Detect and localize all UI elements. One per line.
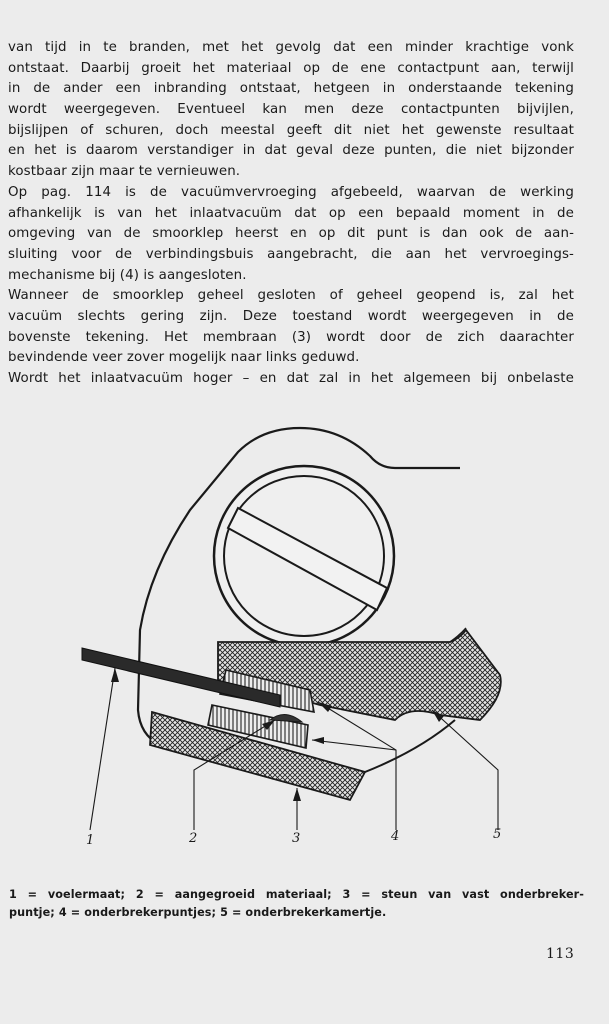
arrowhead-4b <box>312 737 324 744</box>
text-line: bevindende veer zover mogelijk naar links geduwd. <box>8 350 360 366</box>
text-line: kostbaar zijn maar te vernieuwen. <box>8 164 241 180</box>
text-line: afhankelijk is van het inlaatvacuüm dat op een bepaald moment in de <box>8 205 574 221</box>
text-line: mechanisme bij (4) is aangesloten. <box>8 267 247 283</box>
text-line: omgeving van de smoorklep heerst en op dit punt is dan ook de aan- <box>8 226 574 242</box>
text-line: sluiting voor de verbindingsbuis aangebracht, die aan het vervroegings- <box>8 246 574 262</box>
figure-label-2: 2 <box>189 831 198 846</box>
figure-caption <box>9 886 584 922</box>
contact-points-figure <box>0 420 609 860</box>
fixed-bracket <box>218 630 501 720</box>
leader-line-4b <box>312 740 396 750</box>
figure-label-5: 5 <box>493 827 502 842</box>
text-line: wordt weergegeven. Eventueel kan men deze contactpunten bijvijlen, <box>8 102 574 118</box>
figure-label-3: 3 <box>292 831 301 846</box>
breaker-points-drawing <box>0 420 609 860</box>
text-line: bijslijpen of schuren, doch meestal geeft dit niet het gewenste resultaat <box>8 122 574 138</box>
page-number: 113 <box>546 946 575 962</box>
text-line: Op pag. 114 is de vacuümvervroeging afgebeeld, waarvan de werking <box>8 184 574 200</box>
caption-line-2: puntje; 4 = onderbrekerpuntjes; 5 = onderbrekerkamertje. <box>9 906 387 919</box>
text-line: van tijd in te branden, met het gevolg dat een minder krachtige vonk <box>8 40 574 55</box>
housing-lower-edge <box>365 720 455 772</box>
figure-label-1: 1 <box>86 833 95 848</box>
text-line: bovenste tekening. Het membraan (3) wordt door de zich daarachter <box>8 329 574 345</box>
text-line: Wordt het inlaatvacuüm hoger – en dat zal in het algemeen bij onbelaste <box>8 371 574 386</box>
body-text <box>8 38 574 390</box>
text-line: en het is daarom verstandiger in dat geval deze punten, die niet bijzonder <box>8 143 574 159</box>
leader-line-5 <box>432 710 498 830</box>
text-line: ontstaat. Daarbij groeit het materiaal op de ene contactpunt aan, terwijl <box>8 60 574 76</box>
figure-label-4: 4 <box>391 829 400 844</box>
caption-line-1: 1 = voelermaat; 2 = aangegroeid materiaal; 3 = steun van vast onderbreker- <box>9 888 584 901</box>
text-line: in de ander een inbranding ontstaat, hetgeen in onderstaande tekening <box>8 81 574 97</box>
arrowhead-3 <box>293 788 301 801</box>
leader-line-1 <box>90 668 115 830</box>
text-line: Wanneer de smoorklep geheel gesloten of geheel geopend is, zal het <box>8 288 574 304</box>
arrowhead-1 <box>111 668 119 682</box>
text-line: vacuüm slechts gering zijn. Deze toestand wordt weergegeven in de <box>8 308 574 324</box>
